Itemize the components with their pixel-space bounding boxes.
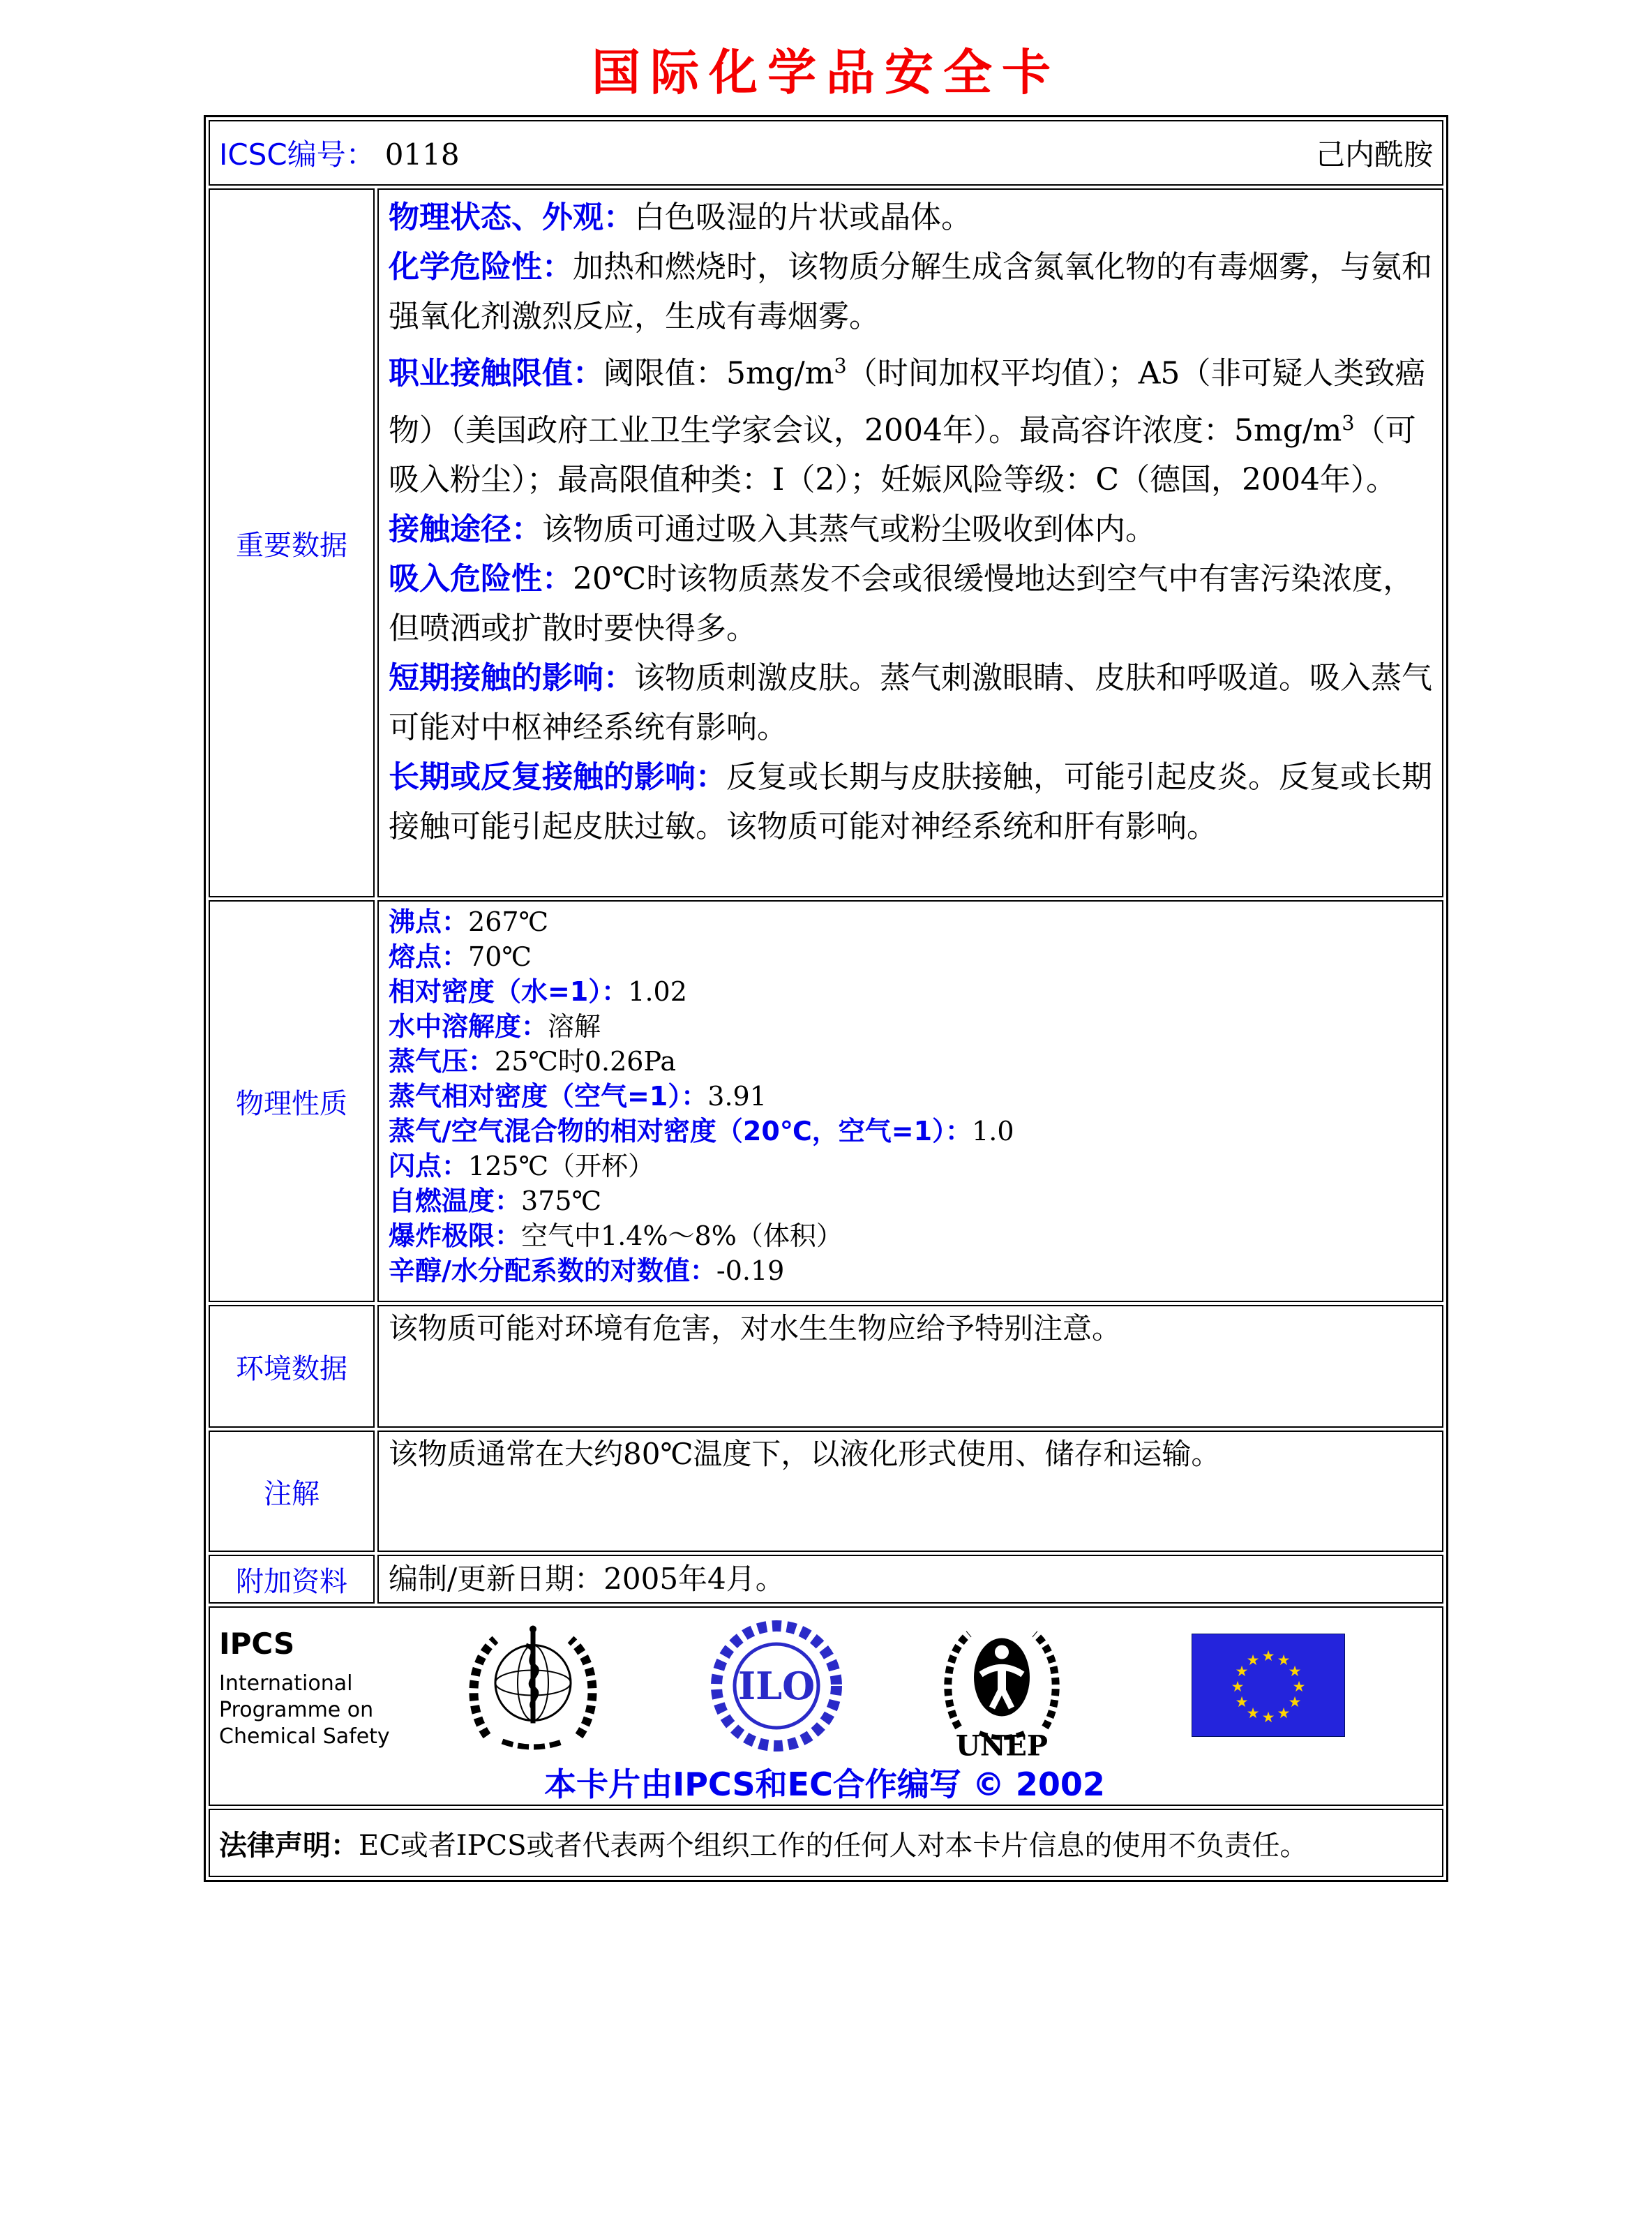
paragraph-label: 短期接触的影响： xyxy=(389,660,634,696)
row-label-physical-properties: 物理性质 xyxy=(209,900,375,1302)
paragraph-label: 物理状态、外观： xyxy=(389,200,634,235)
row-label-additional-info: 附加资料 xyxy=(209,1555,375,1604)
superscript: 3 xyxy=(834,354,847,378)
property-value: 3.91 xyxy=(707,1081,767,1112)
paragraph-label: 职业接触限值： xyxy=(389,355,603,391)
property-explosive-limits xyxy=(389,1218,1432,1253)
legal-row xyxy=(209,1809,1443,1877)
eu-flag-icon xyxy=(1192,1634,1345,1737)
svg-text:★: ★ xyxy=(1288,1663,1302,1680)
property-label: 自燃温度： xyxy=(389,1186,522,1216)
logos-row xyxy=(209,1606,1443,1806)
property-label: 闪点： xyxy=(389,1151,469,1181)
property-value: 125℃（开杯） xyxy=(468,1151,655,1181)
paragraph-text: （可吸入粉尘）；最高限值种类：I（2）；妊娠风险等级：C（德国，2004年）。 xyxy=(389,412,1416,498)
property-label: 蒸气相对密度（空气=1）： xyxy=(389,1081,708,1112)
paragraph-long-term-effects xyxy=(389,752,1432,851)
ilo-letters: ILO xyxy=(737,1664,816,1708)
paragraph-text: 白色吸湿的片状或晶体。 xyxy=(634,200,972,235)
copyright: © 2002 xyxy=(972,1765,1105,1803)
legal-text: EC或者IPCS或者代表两个组织工作的任何人对本卡片信息的使用不负责任。 xyxy=(359,1829,1308,1862)
property-label: 相对密度（水=1）： xyxy=(389,976,629,1007)
property-value: 1.0 xyxy=(972,1116,1014,1147)
property-label: 熔点： xyxy=(389,941,469,972)
notes-content: 该物质通常在大约80℃温度下，以液化形式使用、储存和运输。 xyxy=(377,1431,1443,1552)
physical-properties-row xyxy=(209,900,1443,1302)
svg-text:★: ★ xyxy=(1246,1705,1260,1722)
header-cell xyxy=(209,120,1443,186)
legal-statement xyxy=(211,1811,1441,1875)
ipcs-line: Chemical Safety xyxy=(219,1724,390,1749)
important-data-row xyxy=(209,188,1443,897)
physical-properties-content xyxy=(377,900,1443,1302)
paragraph-exposure-routes xyxy=(389,505,1432,554)
caption-text: 本卡片由IPCS和EC合作编写 xyxy=(544,1765,961,1803)
page-title: 国际化学品安全卡 xyxy=(592,43,1060,101)
property-autoignition-temperature xyxy=(389,1183,1432,1218)
svg-text:★: ★ xyxy=(1292,1678,1306,1695)
row-label-notes: 注解 xyxy=(209,1431,375,1552)
who-logo-icon xyxy=(462,1617,605,1756)
notes-row xyxy=(209,1431,1443,1552)
paragraph-text: 该物质刺激皮肤。蒸气刺激眼睛、皮肤和呼吸道。吸入蒸气可能对中枢神经系统有影响。 xyxy=(389,660,1432,746)
paragraph-text: 加热和燃烧时，该物质分解生成含氮氧化物的有毒烟雾，与氨和强氧化剂激烈反应，生成有毒烟雾。 xyxy=(389,249,1432,334)
legal-label: 法律声明： xyxy=(219,1829,359,1862)
additional-info-row xyxy=(209,1555,1443,1604)
svg-text:★: ★ xyxy=(1261,1648,1275,1664)
logos-cell xyxy=(209,1606,1443,1806)
icsc-number xyxy=(219,132,460,174)
ipcs-line: International xyxy=(219,1671,353,1696)
svg-text:★: ★ xyxy=(1261,1709,1275,1726)
header-row xyxy=(209,120,1443,186)
paragraph-text: 反复或长期与皮肤接触，可能引起皮炎。反复或长期接触可能引起皮肤过敏。该物质可能对神经系统和肝有影响。 xyxy=(389,759,1432,845)
property-relative-density xyxy=(389,974,1432,1009)
property-vapor-air-mixture-density xyxy=(389,1114,1432,1149)
icsc-number-value: 0118 xyxy=(384,137,460,172)
svg-text:★: ★ xyxy=(1235,1663,1249,1680)
footer-caption xyxy=(322,1759,1327,1805)
paragraph-text: 该物质可通过吸入其蒸气或粉尘吸收到体内。 xyxy=(542,511,1156,548)
property-label: 爆炸极限： xyxy=(389,1220,522,1251)
paragraph-text: 20℃时该物质蒸发不会或很缓慢地达到空气中有害污染浓度，但喷洒或扩散时要快得多。 xyxy=(389,561,1414,647)
environmental-data-row xyxy=(209,1305,1443,1428)
ipcs-line: Programme on xyxy=(219,1698,374,1722)
row-label-important-data: 重要数据 xyxy=(209,188,375,897)
paragraph-chemical-danger xyxy=(389,242,1432,341)
paragraph-text: （时间加权平均值）；A5（非可疑人类致癌物）（美国政府工业卫生学家会议，2004年）。最高容许浓度：5mg/m xyxy=(389,355,1426,449)
property-label: 蒸气压： xyxy=(389,1046,495,1077)
svg-text:★: ★ xyxy=(1231,1678,1245,1695)
legal-cell xyxy=(209,1809,1443,1877)
property-value: 267℃ xyxy=(468,906,549,937)
property-value: 70℃ xyxy=(468,941,532,972)
property-water-solubility xyxy=(389,1009,1432,1044)
property-octanol-water-partition xyxy=(389,1253,1432,1288)
row-label-environmental-data: 环境数据 xyxy=(209,1305,375,1428)
property-vapor-pressure xyxy=(389,1044,1432,1079)
paragraph-label: 长期或反复接触的影响： xyxy=(389,759,726,796)
paragraph-label: 化学危险性： xyxy=(389,249,573,285)
svg-text:★: ★ xyxy=(1277,1652,1291,1668)
superscript: 3 xyxy=(1342,410,1355,435)
property-value: 空气中1.4%～8%（体积） xyxy=(521,1220,843,1251)
svg-text:★: ★ xyxy=(1235,1694,1249,1710)
property-value: 25℃时0.26Pa xyxy=(495,1046,677,1077)
property-label: 蒸气/空气混合物的相对密度（20℃，空气=1）： xyxy=(389,1116,973,1147)
paragraph-exposure-limits xyxy=(389,341,1432,505)
svg-text:★: ★ xyxy=(1246,1652,1260,1668)
property-label: 沸点： xyxy=(389,906,469,937)
additional-info-content: 编制/更新日期：2005年4月。 xyxy=(377,1555,1443,1604)
icsc-card xyxy=(204,115,1448,1882)
paragraph-label: 吸入危险性： xyxy=(389,561,573,597)
paragraph-text: 阈限值：5mg/m xyxy=(603,355,834,391)
environmental-data-content: 该物质可能对环境有危害，对水生生物应给予特别注意。 xyxy=(377,1305,1443,1428)
unep-logo-icon xyxy=(938,1614,1067,1761)
ilo-logo-icon xyxy=(709,1618,845,1754)
property-melting-point xyxy=(389,939,1432,974)
svg-text:★: ★ xyxy=(1288,1694,1302,1710)
property-value: 1.02 xyxy=(628,976,687,1007)
property-vapor-density xyxy=(389,1079,1432,1114)
paragraph-label: 接触途径： xyxy=(389,511,542,548)
property-value: -0.19 xyxy=(716,1255,785,1286)
chemical-name: 己内酰胺 xyxy=(1315,137,1433,172)
property-label: 辛醇/水分配系数的对数值： xyxy=(389,1255,716,1286)
property-value: 溶解 xyxy=(548,1011,601,1042)
important-data-content xyxy=(377,188,1443,897)
svg-text:★: ★ xyxy=(1277,1705,1291,1722)
property-label: 水中溶解度： xyxy=(389,1011,548,1042)
property-flash-point xyxy=(389,1149,1432,1183)
paragraph-short-term-effects xyxy=(389,653,1432,752)
ipcs-acronym: IPCS xyxy=(219,1627,295,1661)
paragraph-inhalation-risk xyxy=(389,554,1432,653)
property-value: 375℃ xyxy=(521,1186,602,1216)
property-boiling-point xyxy=(389,904,1432,939)
paragraph-physical-state xyxy=(389,193,1432,242)
icsc-table xyxy=(204,115,1448,1882)
icsc-number-label: ICSC编号： xyxy=(219,137,375,172)
unep-letters: UNEP xyxy=(955,1729,1049,1761)
ipcs-wordmark xyxy=(219,1627,390,1750)
